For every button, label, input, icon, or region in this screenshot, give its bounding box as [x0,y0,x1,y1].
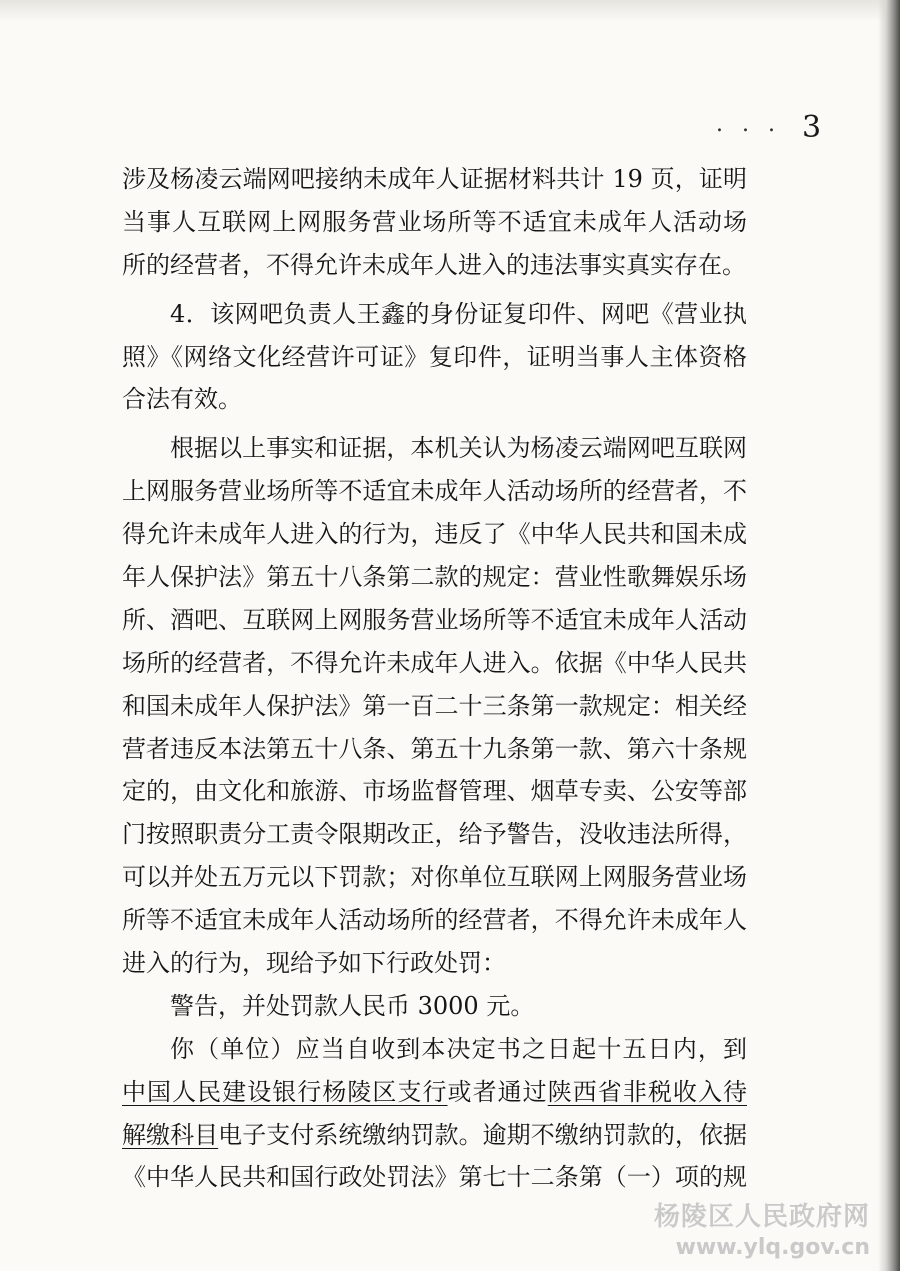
watermark-url: www.ylq.gov.cn [675,1235,870,1260]
body-line: 你（单位）应当自收到本决定书之日起十五日内，到 [170,1034,747,1063]
body-line: 年人保护法》第五十八条第二款的规定：营业性歌舞娱乐场 [122,563,747,592]
document-body [122,158,747,1199]
body-line-payment [122,1114,747,1157]
page-marker-dots: . . . [716,112,781,137]
body-line: 合法有效。 [122,385,242,414]
payment-system-underlined: 陕西省非税收入待 [547,1077,748,1106]
site-watermark [654,1196,870,1260]
body-line: 所、酒吧、互联网上网服务营业场所等不适宜未成年人活动 [122,605,747,634]
body-line: 《中华人民共和国行政处罚法》第七十二条第（一）项的规 [122,1163,747,1192]
body-line: 当事人互联网上网服务营业场所等不适宜未成年人活动场 [122,207,747,236]
body-line: 根据以上事实和证据，本机关认为杨凌云端网吧互联网 [170,434,747,463]
body-text-fragment: 或者通过 [447,1077,548,1106]
body-line: 定的，由文化和旅游、市场监督管理、烟草专卖、公安等部 [122,777,747,806]
scan-top-shadow [0,0,900,22]
watermark-title: 杨陵区人民政府网 [653,1202,870,1232]
body-line: 营者违反本法第五十八条、第五十九条第一款、第六十条规 [122,734,747,763]
scan-right-edge [878,0,900,1271]
body-line: 所的经营者，不得允许未成年人进入的违法事实真实存在。 [122,250,746,279]
page-number: 3 [802,110,822,145]
body-line: 场所的经营者，不得允许未成年人进入。依据《中华人民共 [122,648,747,677]
body-line: 涉及杨凌云端网吧接纳未成年人证据材料共计 19 页，证明 [122,165,747,193]
body-line: 照》《网络文化经营许可证》复印件，证明当事人主体资格 [122,342,747,371]
penalty-line: 警告，并处罚款人民币 3000 元。 [170,991,535,1020]
body-line: 得允许未成年人进入的行为，违反了《中华人民共和国未成 [122,520,747,549]
payment-system-underlined: 解缴科目 [122,1120,219,1149]
body-line-payment [122,1071,747,1114]
body-line: 上网服务营业场所等不适宜未成年人活动场所的经营者，不 [122,477,747,506]
body-line: 和国未成年人保护法》第一百二十三条第一款规定：相关经 [122,691,747,720]
body-text-fragment: 电子支付系统缴纳罚款。逾期不缴纳罚款的，依据 [218,1120,748,1149]
bank-name-underlined: 中国人民建设银行杨陵区支行 [122,1077,448,1106]
body-line: 门按照职责分工责令限期改正，给予警告，没收违法所得， [122,820,747,849]
body-line: 进入的行为，现给予如下行政处罚： [122,949,506,978]
body-line: 可以并处五万元以下罚款；对你单位互联网上网服务营业场 [122,863,747,892]
body-line: 所等不适宜未成年人活动场所的经营者，不得允许未成年人 [122,906,747,935]
body-line: 4．该网吧负责人王鑫的身份证复印件、网吧《营业执 [170,299,747,328]
